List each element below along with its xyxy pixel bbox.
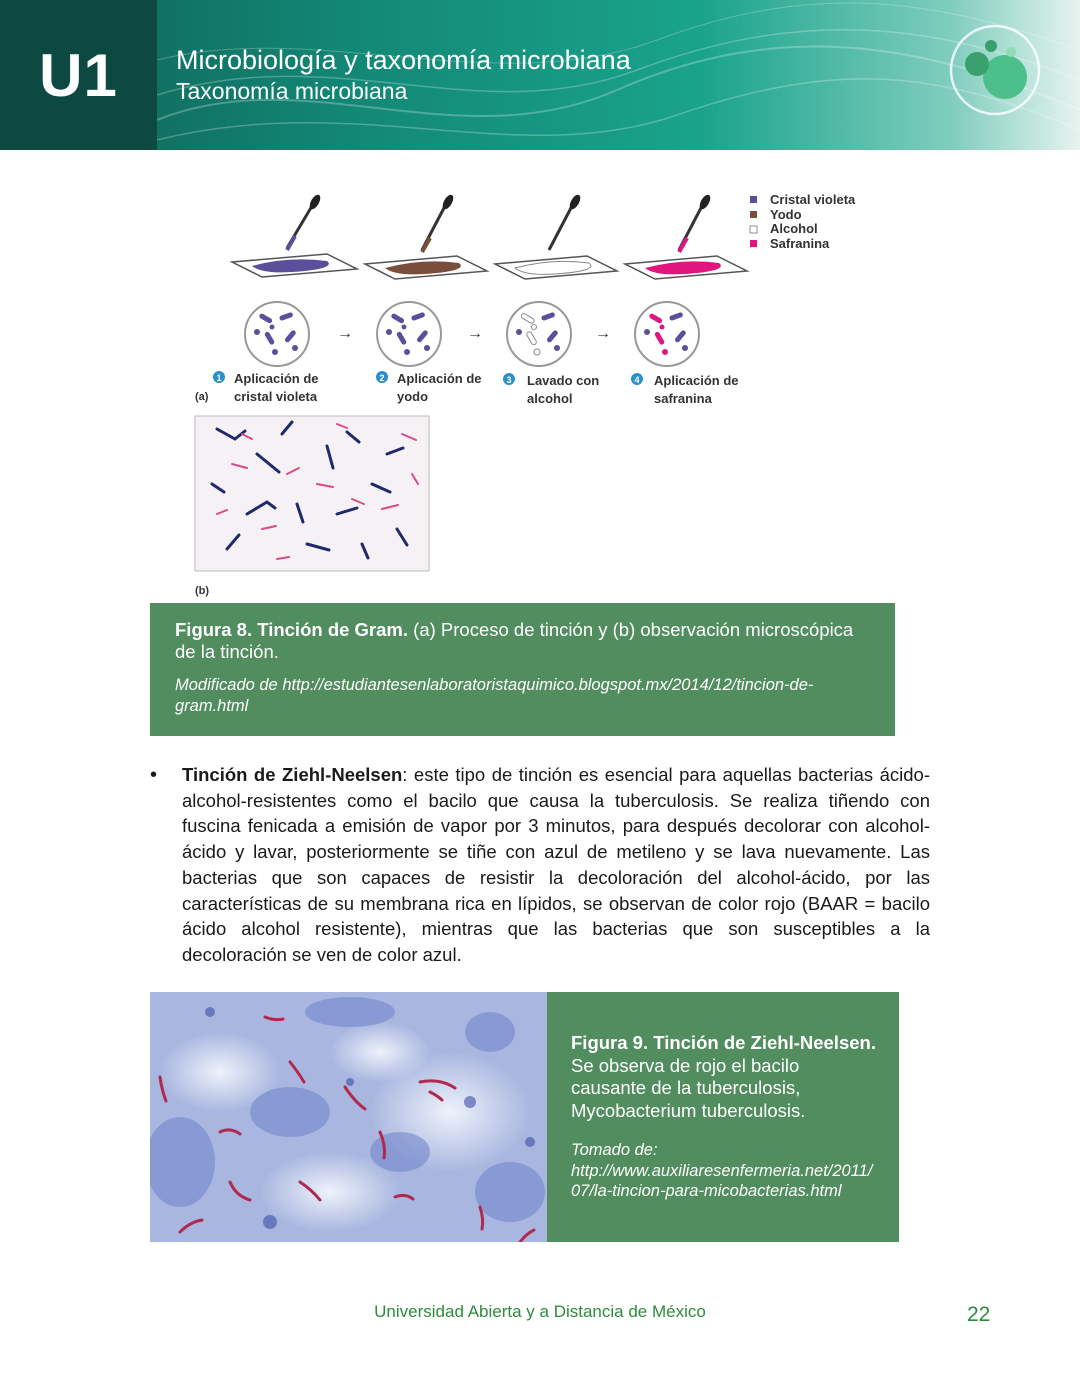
svg-text:4: 4 <box>634 375 640 385</box>
svg-text:Aplicación de: Aplicación de <box>654 373 739 388</box>
figure-9-caption-title <box>571 1032 877 1122</box>
figure-9-caption <box>547 992 899 1242</box>
figure-9-ziehl-neelsen-micrograph <box>150 992 547 1242</box>
ziehl-neelsen-term: Tinción de Ziehl-Neelsen <box>182 764 403 785</box>
figure-9-source-url: http://www.auxiliaresenfermeria.net/2011/07/la-tincion-para-micobacterias.html <box>571 1161 873 1200</box>
figure-8-caption <box>150 603 895 736</box>
bullet-ziehl-neelsen <box>150 762 930 986</box>
legend-alcohol: Alcohol <box>770 221 818 236</box>
bullet-dot-icon: • <box>150 764 158 786</box>
slide-iodine <box>365 193 487 279</box>
molecule-logo-icon <box>945 22 1045 122</box>
figure-8-caption-text: (a) Proceso de tinción y (b) observación microscópica de la tinción. <box>175 619 854 662</box>
step-label-1 <box>213 371 319 404</box>
arrow-icon: → <box>595 325 611 342</box>
svg-text:Lavado con: Lavado con <box>527 373 600 388</box>
arrow-icon: → <box>467 325 483 342</box>
slide-crystal-violet <box>232 193 357 277</box>
svg-text:Aplicación de: Aplicación de <box>397 371 482 386</box>
svg-text:alcohol: alcohol <box>527 391 573 406</box>
unit-label: U1 <box>39 41 118 109</box>
step-label-2 <box>376 371 482 404</box>
ziehl-neelsen-text: : este tipo de tinción es esencial para aquellas bacterias ácido-alcohol-resistentes como el bacilo que causa la tuberculosis. Se realiza tiñendo con fuscina fenicada a emisión de vapor por 3 minutos, para después decolorar con alcohol-ácido y lavar, posteriormente se tiñe con azul de metileno y se lava nuevamente. Las bacterias que son capaces de resistir la decoloración del alcohol-ácido, por las características de su membrana rica en lípidos, se observan de color rojo (BAAR = bacilo ácido alcohol resistente), mientras que las bacterias que son susceptibles a la decoloración se ven de color azul. <box>182 764 930 965</box>
figure-8-gram-stain <box>187 184 897 604</box>
legend-iodine: Yodo <box>770 207 802 222</box>
figure-8-caption-title <box>175 619 870 663</box>
header-titles <box>176 44 631 106</box>
figure-9-source-label: Tomado de: <box>571 1141 658 1159</box>
svg-text:Aplicación de: Aplicación de <box>234 371 319 386</box>
figure-9-caption-heading: Figura 9. Tinción de Ziehl-Neelsen. <box>571 1032 876 1053</box>
svg-text:cristal violeta: cristal violeta <box>234 389 318 404</box>
course-title: Microbiología y taxonomía microbiana <box>176 45 631 75</box>
circle-step-1 <box>245 302 309 366</box>
figure-9-caption-text: Se observa de rojo el bacilo causante de la tuberculosis, Mycobacterium tuberculosis. <box>571 1054 806 1121</box>
slide-safranin <box>625 193 747 279</box>
step-label-3 <box>503 373 599 406</box>
stain-legend <box>750 192 856 251</box>
slide-alcohol <box>495 193 617 279</box>
page-number: 22 <box>967 1303 991 1326</box>
unit-box <box>0 0 157 150</box>
section-subtitle: Taxonomía microbiana <box>176 78 408 104</box>
figure-8-caption-source: Modificado de http://estudiantesenlaboratoristaquimico.blogspot.mx/2014/12/tincion-de-gram.html <box>175 676 814 715</box>
footer-institution: Universidad Abierta y a Distancia de México <box>374 1302 706 1321</box>
svg-text:yodo: yodo <box>397 389 429 404</box>
svg-text:3: 3 <box>506 375 512 385</box>
gram-micrograph <box>195 416 429 571</box>
label-b: (b) <box>195 585 210 597</box>
page-header <box>0 0 1080 150</box>
svg-text:1: 1 <box>216 373 222 383</box>
legend-safranin: Safranina <box>770 236 830 251</box>
legend-crystal-violet: Cristal violeta <box>770 192 856 207</box>
arrow-icon: → <box>337 325 353 342</box>
svg-text:safranina: safranina <box>654 391 712 406</box>
label-a: (a) <box>195 391 209 403</box>
figure-9-caption-source <box>571 1140 877 1202</box>
svg-text:2: 2 <box>379 373 385 383</box>
circle-step-4 <box>635 302 699 366</box>
circle-step-2 <box>377 302 441 366</box>
circle-step-3 <box>507 302 571 366</box>
ziehl-neelsen-paragraph <box>182 762 930 968</box>
figure-8-caption-heading: Figura 8. Tinción de Gram. <box>175 619 409 640</box>
step-label-4 <box>631 373 739 406</box>
